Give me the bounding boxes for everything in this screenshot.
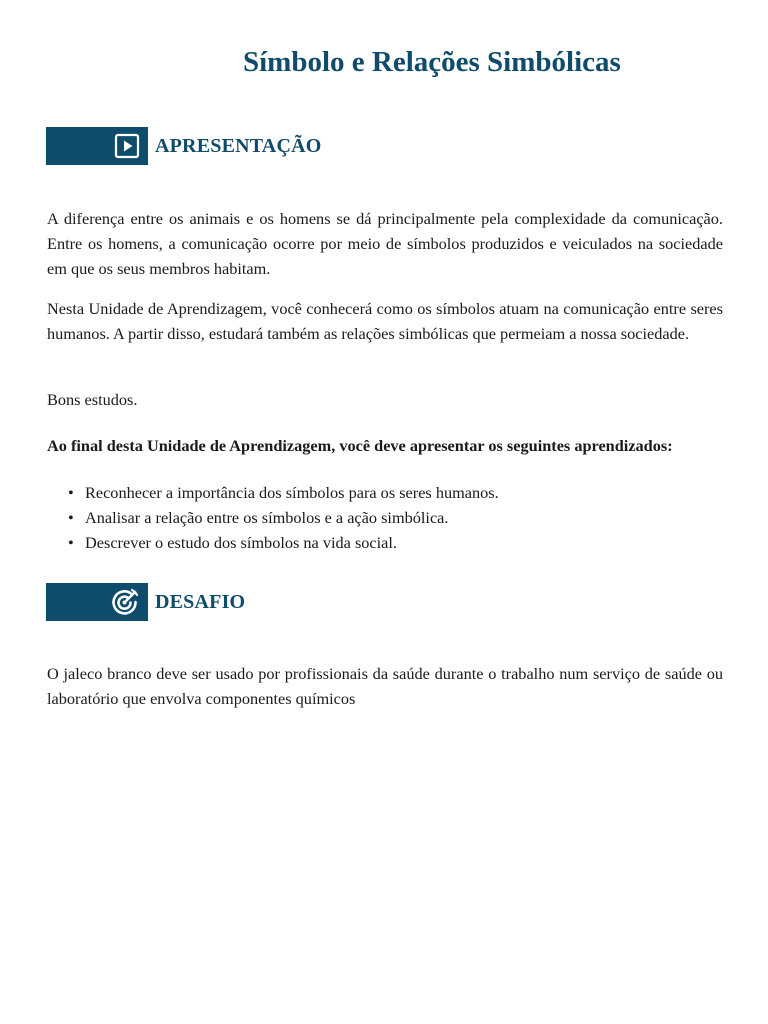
- paragraph-greeting: Bons estudos.: [47, 390, 138, 409]
- paragraph-desafio: O jaleco branco deve ser usado por profissionais da saúde durante o trabalho num serviço de saúde ou laboratório que envolva componentes químicos: [47, 664, 723, 708]
- section-badge: [46, 583, 148, 621]
- section-label-apresentacao: APRESENTAÇÃO: [155, 134, 322, 157]
- section-label-desafio: DESAFIO: [155, 590, 246, 613]
- play-icon: [114, 133, 140, 159]
- list-item: • Descrever o estudo dos símbolos na vida social.: [68, 530, 499, 555]
- section-badge: [46, 127, 148, 165]
- paragraph-intro: A diferença entre os animais e os homens se dá principalmente pela complexidade da comunicação. Entre os homens, a comunicação ocorre por meio de símbolos produzidos e veiculados na sociedade em que os seus membros habitam.: [47, 209, 723, 278]
- objectives-list: [68, 480, 499, 555]
- objectives-intro: Ao final desta Unidade de Aprendizagem, você deve apresentar os seguintes aprendizados:: [47, 436, 673, 455]
- list-item: • Analisar a relação entre os símbolos e a ação simbólica.: [68, 505, 499, 530]
- paragraph-unit: Nesta Unidade de Aprendizagem, você conhecerá como os símbolos atuam na comunicação entre seres humanos. A partir disso, estudará também as relações simbólicas que permeiam a nossa sociedade.: [47, 299, 723, 343]
- list-item: • Reconhecer a importância dos símbolos para os seres humanos.: [68, 480, 499, 505]
- target-icon: [110, 587, 140, 617]
- section-header-apresentacao: [46, 127, 322, 165]
- section-header-desafio: [46, 583, 245, 621]
- page-title: Símbolo e Relações Simbólicas: [243, 46, 621, 78]
